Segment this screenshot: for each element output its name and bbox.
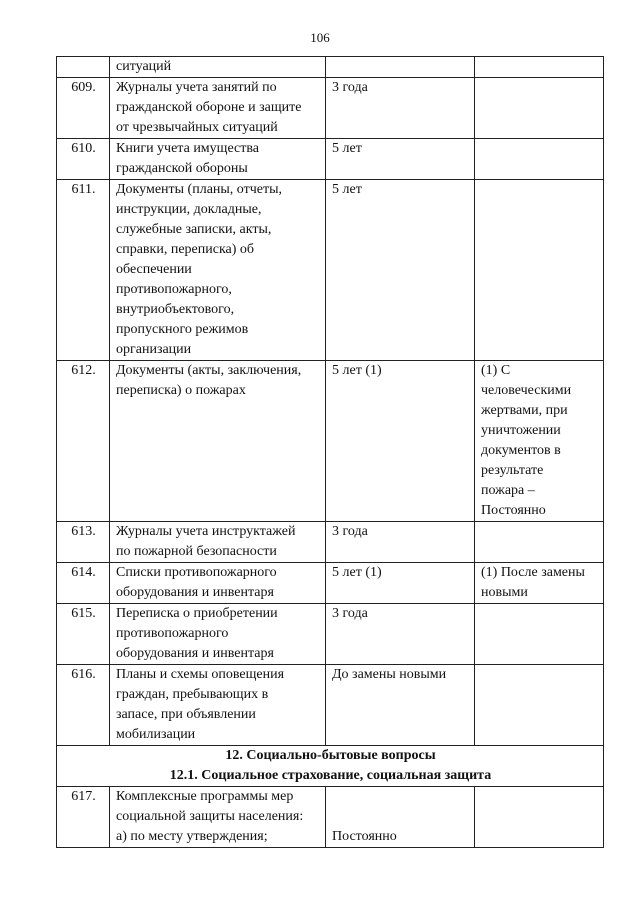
- document-title-line: противопожарного,: [116, 282, 232, 297]
- retention-term-line: Постоянно: [332, 829, 397, 844]
- document-title: [110, 604, 326, 665]
- row-number: 610.: [57, 139, 110, 180]
- document-title-line: граждан, пребывающих в: [116, 687, 269, 702]
- table-row: [57, 522, 604, 563]
- document-title-line: гражданской обороне и защите: [116, 100, 302, 115]
- document-title-line: служебные записки, акты,: [116, 222, 272, 237]
- records-table-body: [57, 57, 604, 848]
- table-row: [57, 563, 604, 604]
- note: [475, 563, 604, 604]
- note-line: жертвами, при: [481, 403, 568, 418]
- document-title-line: внутриобъектового,: [116, 302, 235, 317]
- note-line: Постоянно: [481, 503, 546, 518]
- retention-term-line: [332, 787, 469, 807]
- retention-term: [326, 522, 475, 563]
- document-title-line: пропускного режимов: [116, 322, 249, 337]
- retention-term-line: 3 года: [332, 606, 368, 621]
- document-title-line: оборудования и инвентаря: [116, 646, 274, 661]
- retention-term: [326, 787, 475, 848]
- table-row: [57, 180, 604, 361]
- retention-term-line: 5 лет (1): [332, 565, 382, 580]
- document-title-line: Списки противопожарного: [116, 565, 277, 580]
- note: [475, 604, 604, 665]
- note-line: пожара –: [481, 483, 535, 498]
- document-title-line: обеспечении: [116, 262, 192, 277]
- document-title-line: организации: [116, 342, 192, 357]
- row-number: 617.: [57, 787, 110, 848]
- retention-term: [326, 180, 475, 361]
- row-number: 613.: [57, 522, 110, 563]
- note: [475, 57, 604, 78]
- document-title-line: Документы (планы, отчеты,: [116, 182, 283, 197]
- document-title-line: Переписка о приобретении: [116, 606, 278, 621]
- table-row: [57, 78, 604, 139]
- note-line: уничтожении: [481, 423, 561, 438]
- note: [475, 78, 604, 139]
- document-title-line: от чрезвычайных ситуаций: [116, 120, 278, 135]
- retention-term: [326, 57, 475, 78]
- retention-term: [326, 604, 475, 665]
- document-title: [110, 361, 326, 522]
- records-table: [56, 56, 604, 848]
- row-number: 614.: [57, 563, 110, 604]
- document-title-line: гражданской обороны: [116, 161, 248, 176]
- retention-term: [326, 563, 475, 604]
- note-line: (1) С: [481, 363, 511, 378]
- retention-term: [326, 78, 475, 139]
- page-number: 106: [310, 30, 330, 45]
- document-title: [110, 180, 326, 361]
- retention-term-line: 3 года: [332, 80, 368, 95]
- row-number: 616.: [57, 665, 110, 746]
- table-row: [57, 787, 604, 848]
- note: [475, 522, 604, 563]
- document-title-line: социальной защиты населения:: [116, 809, 304, 824]
- document-title: [110, 787, 326, 848]
- note-line: документов в: [481, 443, 561, 458]
- document-title-line: Журналы учета занятий по: [116, 80, 277, 95]
- retention-term-line: [332, 807, 469, 827]
- note: [475, 180, 604, 361]
- retention-term: [326, 361, 475, 522]
- document-title: [110, 57, 326, 78]
- document-title-line: справки, переписка) об: [116, 242, 255, 257]
- table-row: [57, 665, 604, 746]
- note: [475, 139, 604, 180]
- document-title-line: инструкции, докладные,: [116, 202, 262, 217]
- document-title-line: мобилизации: [116, 727, 196, 742]
- document-title: [110, 563, 326, 604]
- document-title-line: а) по месту утверждения;: [116, 829, 268, 844]
- document-title-line: Журналы учета инструктажей: [116, 524, 296, 539]
- retention-term-line: 5 лет: [332, 141, 362, 156]
- section-subtitle: 12.1. Социальное страхование, социальная защита: [169, 768, 492, 783]
- row-number: 615.: [57, 604, 110, 665]
- note-line: новыми: [481, 585, 528, 600]
- document-title-line: запасе, при объявлении: [116, 707, 256, 722]
- note-line: (1) После замены: [481, 565, 585, 580]
- row-number: [57, 57, 110, 78]
- note: [475, 361, 604, 522]
- document-title: [110, 665, 326, 746]
- document-title-line: противопожарного: [116, 626, 229, 641]
- document-title: [110, 78, 326, 139]
- document-title-line: Документы (акты, заключения,: [116, 363, 302, 378]
- row-number: 609.: [57, 78, 110, 139]
- table-row: [57, 604, 604, 665]
- document-title-line: Комплексные программы мер: [116, 789, 294, 804]
- note-line: человеческими: [481, 383, 572, 398]
- row-number: 612.: [57, 361, 110, 522]
- section-heading: [57, 746, 604, 787]
- note-line: результате: [481, 463, 544, 478]
- document-title: [110, 139, 326, 180]
- table-row: [57, 57, 604, 78]
- retention-term-line: 3 года: [332, 524, 368, 539]
- retention-term: [326, 665, 475, 746]
- document-title-line: оборудования и инвентаря: [116, 585, 274, 600]
- section-title: 12. Социально-бытовые вопросы: [225, 748, 436, 763]
- note: [475, 665, 604, 746]
- document-title: [110, 522, 326, 563]
- note: [475, 787, 604, 848]
- document-title-line: Книги учета имущества: [116, 141, 259, 156]
- table-row: [57, 139, 604, 180]
- row-number: 611.: [57, 180, 110, 361]
- document-title-line: Планы и схемы оповещения: [116, 667, 285, 682]
- table-row: [57, 361, 604, 522]
- document-title-line: ситуаций: [116, 59, 172, 74]
- section-row: [57, 746, 604, 787]
- retention-term-line: 5 лет (1): [332, 363, 382, 378]
- retention-term-line: До замены новыми: [332, 667, 447, 682]
- retention-term-line: 5 лет: [332, 182, 362, 197]
- document-title-line: по пожарной безопасности: [116, 544, 277, 559]
- retention-term: [326, 139, 475, 180]
- document-title-line: переписка) о пожарах: [116, 383, 246, 398]
